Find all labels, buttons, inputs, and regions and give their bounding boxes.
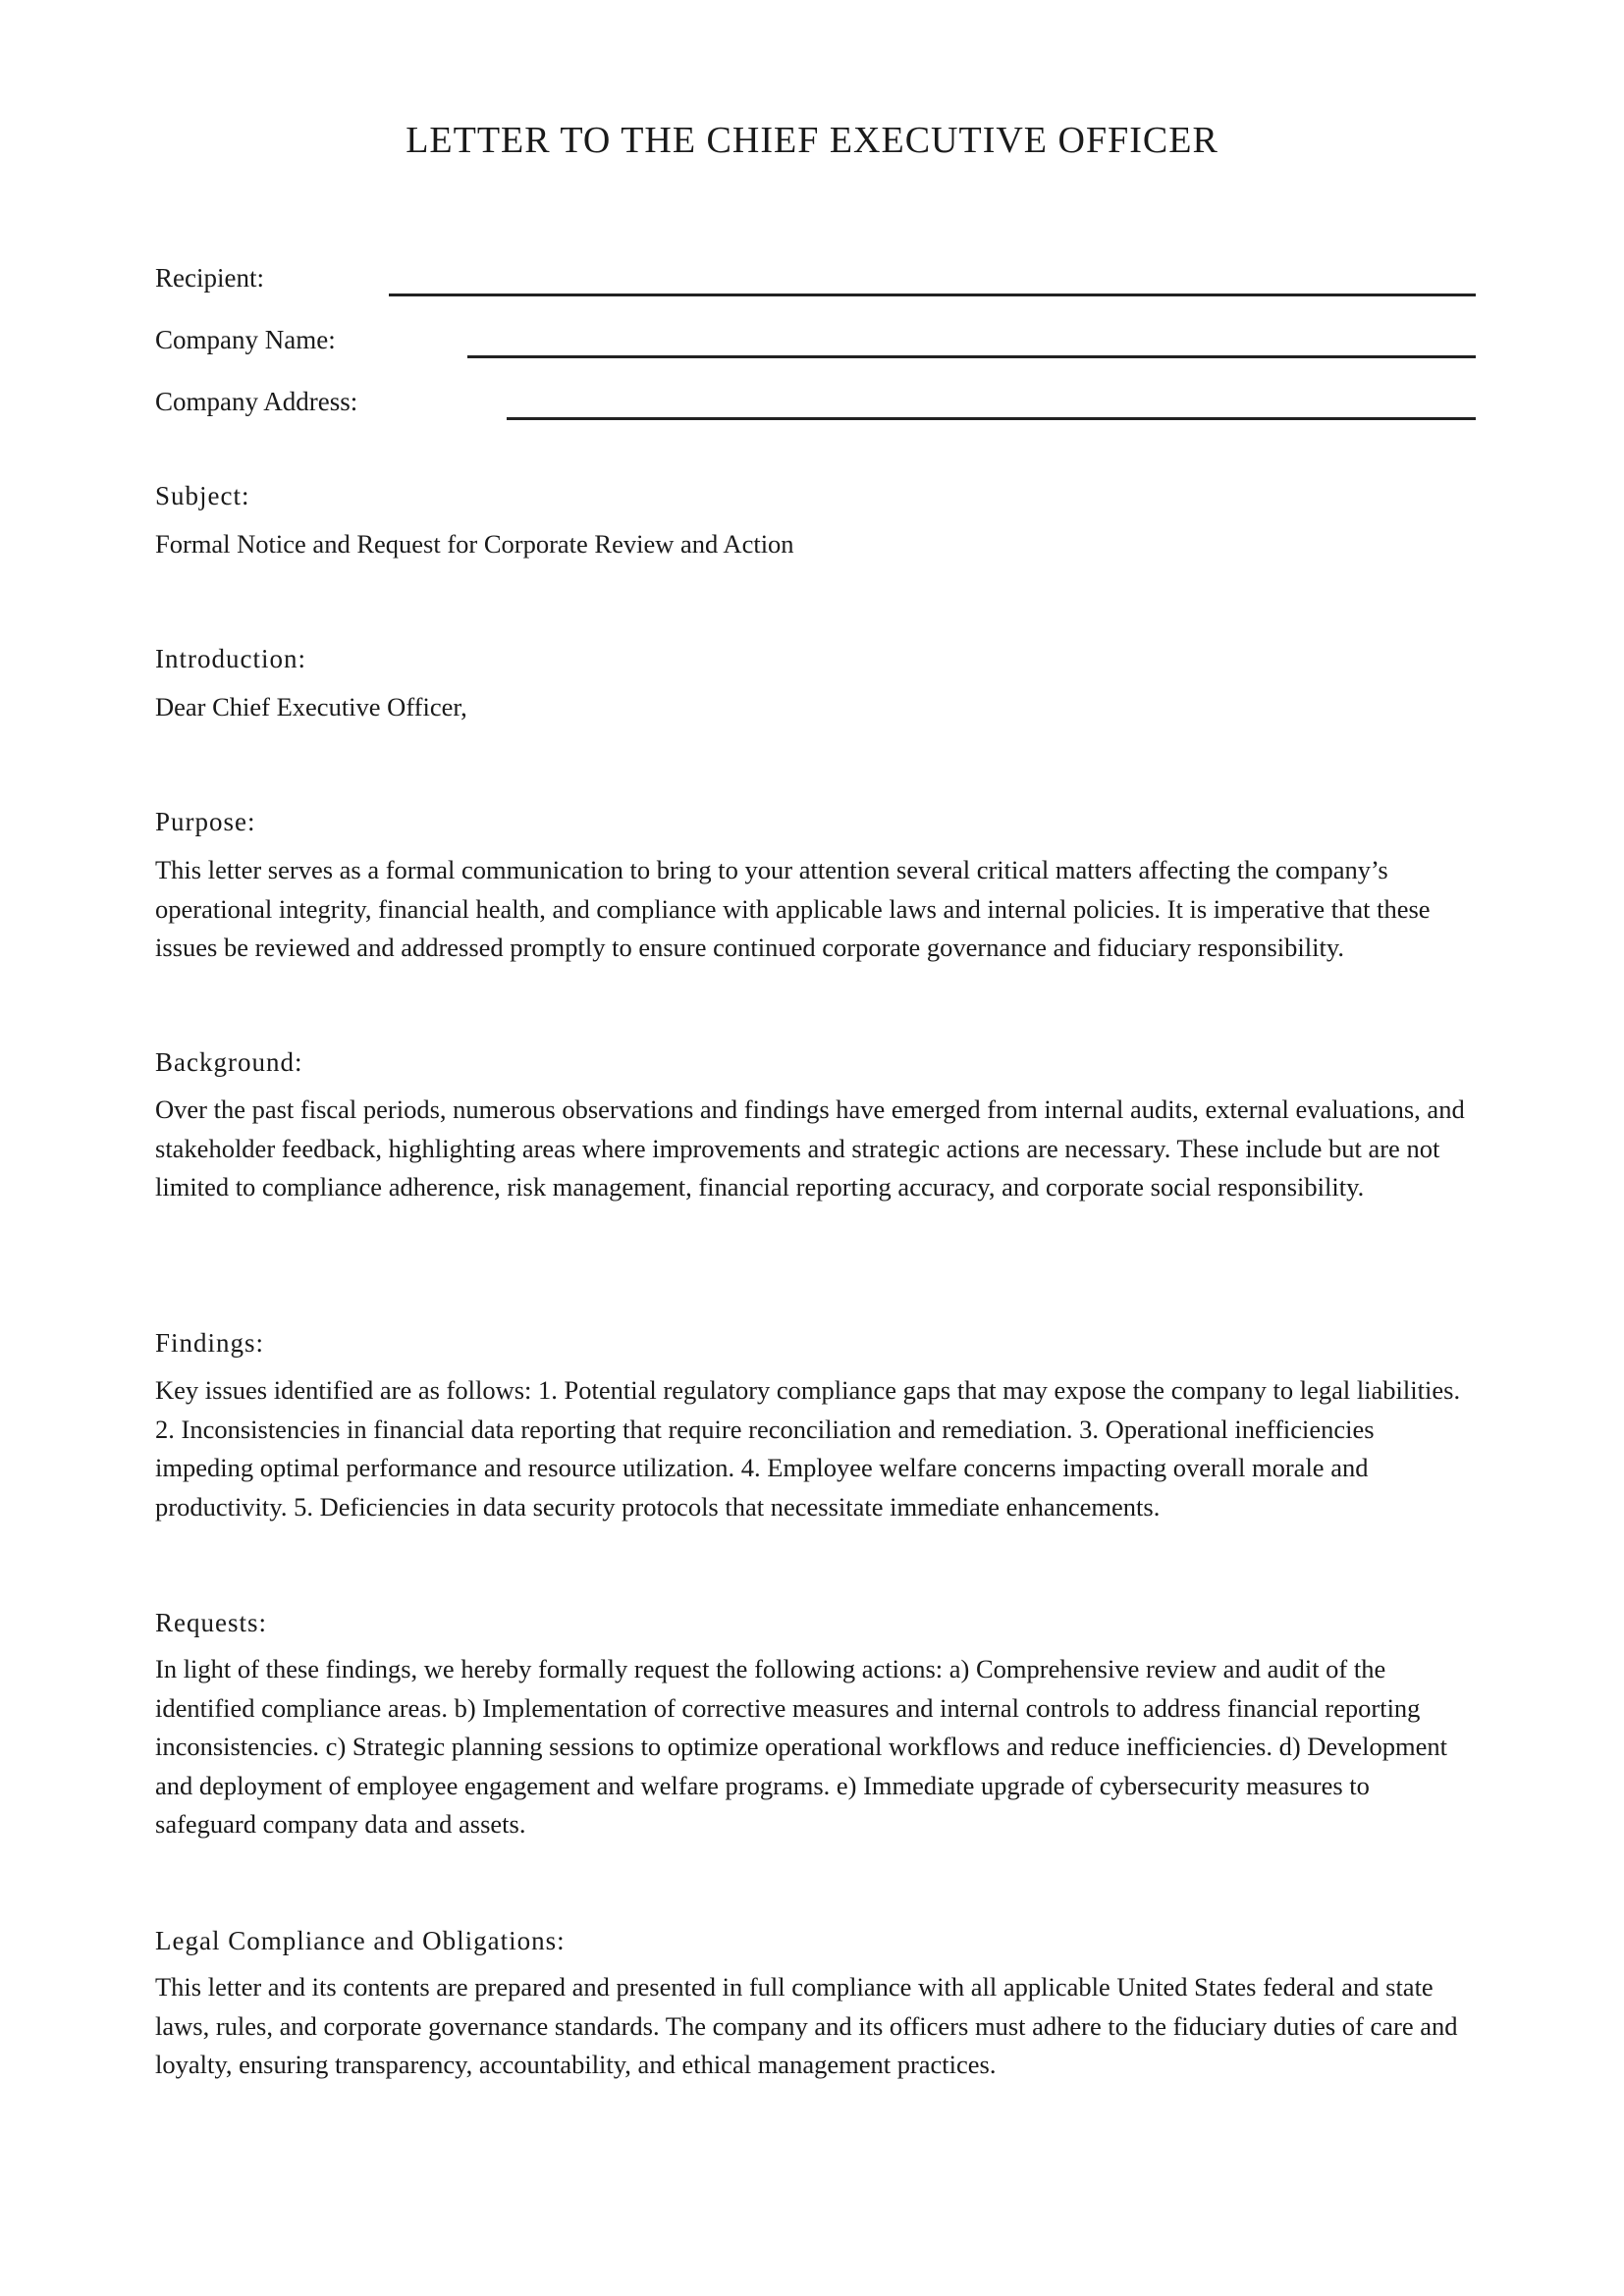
subject-body: Formal Notice and Request for Corporate Review and Action bbox=[155, 529, 794, 559]
findings-heading: Findings: bbox=[155, 1328, 265, 1358]
recipient-label: Recipient: bbox=[155, 263, 264, 293]
subject-heading: Subject: bbox=[155, 481, 250, 510]
legal-compliance-body: This letter and its contents are prepared and presented in full compliance with all applicable United States federal and state laws, rules, and corporate governance standards. The company and its officers must adhere to the fiduciary duties of care and loyalty, ensuring transparency, accountability, and ethical management practices. bbox=[155, 1972, 1458, 2079]
company-address-label: Company Address: bbox=[155, 387, 358, 416]
background-body: Over the past fiscal periods, numerous observations and findings have emerged from internal audits, external evaluations, and stakeholder feedback, highlighting areas where improvements and strategic actions are necessary. These include but are not limited to compliance adherence, risk management, financial reporting accuracy, and corporate social responsibility. bbox=[155, 1095, 1465, 1201]
introduction-body: Dear Chief Executive Officer, bbox=[155, 692, 467, 721]
introduction-heading: Introduction: bbox=[155, 644, 306, 673]
company-name-label: Company Name: bbox=[155, 325, 336, 354]
company-address-field[interactable] bbox=[507, 417, 1476, 420]
purpose-body: This letter serves as a formal communication to bring to your attention several critical matters affecting the company’s operational integrity, financial health, and compliance with applicable laws and internal policies. It is imperative that these issues be reviewed and addressed promptly to ensure continued corporate governance and fiduciary responsibility. bbox=[155, 855, 1431, 962]
document-title: LETTER TO THE CHIEF EXECUTIVE OFFICER bbox=[406, 120, 1218, 161]
requests-heading: Requests: bbox=[155, 1608, 267, 1637]
findings-body: Key issues identified are as follows: 1. Potential regulatory compliance gaps that may expose the company to legal liabilities. 2. Inconsistencies in financial data reporting that require reconciliation and remediation. 3. Operational inefficiencies impeding optimal performance and resource utilization. 4. Employee welfare concerns impacting overall morale and productivity. 5. Deficiencies in data security protocols that necessitate immediate enhancements. bbox=[155, 1375, 1461, 1522]
legal-compliance-heading: Legal Compliance and Obligations: bbox=[155, 1926, 566, 1955]
requests-body: In light of these findings, we hereby formally request the following actions: a) Comprehensive review and audit of the identified compliance areas. b) Implementation of corrective measures and internal controls to address financial reporting inconsistencies. c) Strategic planning sessions to optimize operational workflows and reduce inefficiencies. d) Development and deployment of employee engagement and welfare programs. e) Immediate upgrade of cybersecurity measures to safeguard company data and assets. bbox=[155, 1654, 1448, 1839]
purpose-heading: Purpose: bbox=[155, 807, 256, 836]
company-name-field[interactable] bbox=[467, 355, 1476, 358]
recipient-field[interactable] bbox=[389, 294, 1476, 296]
background-heading: Background: bbox=[155, 1047, 303, 1077]
